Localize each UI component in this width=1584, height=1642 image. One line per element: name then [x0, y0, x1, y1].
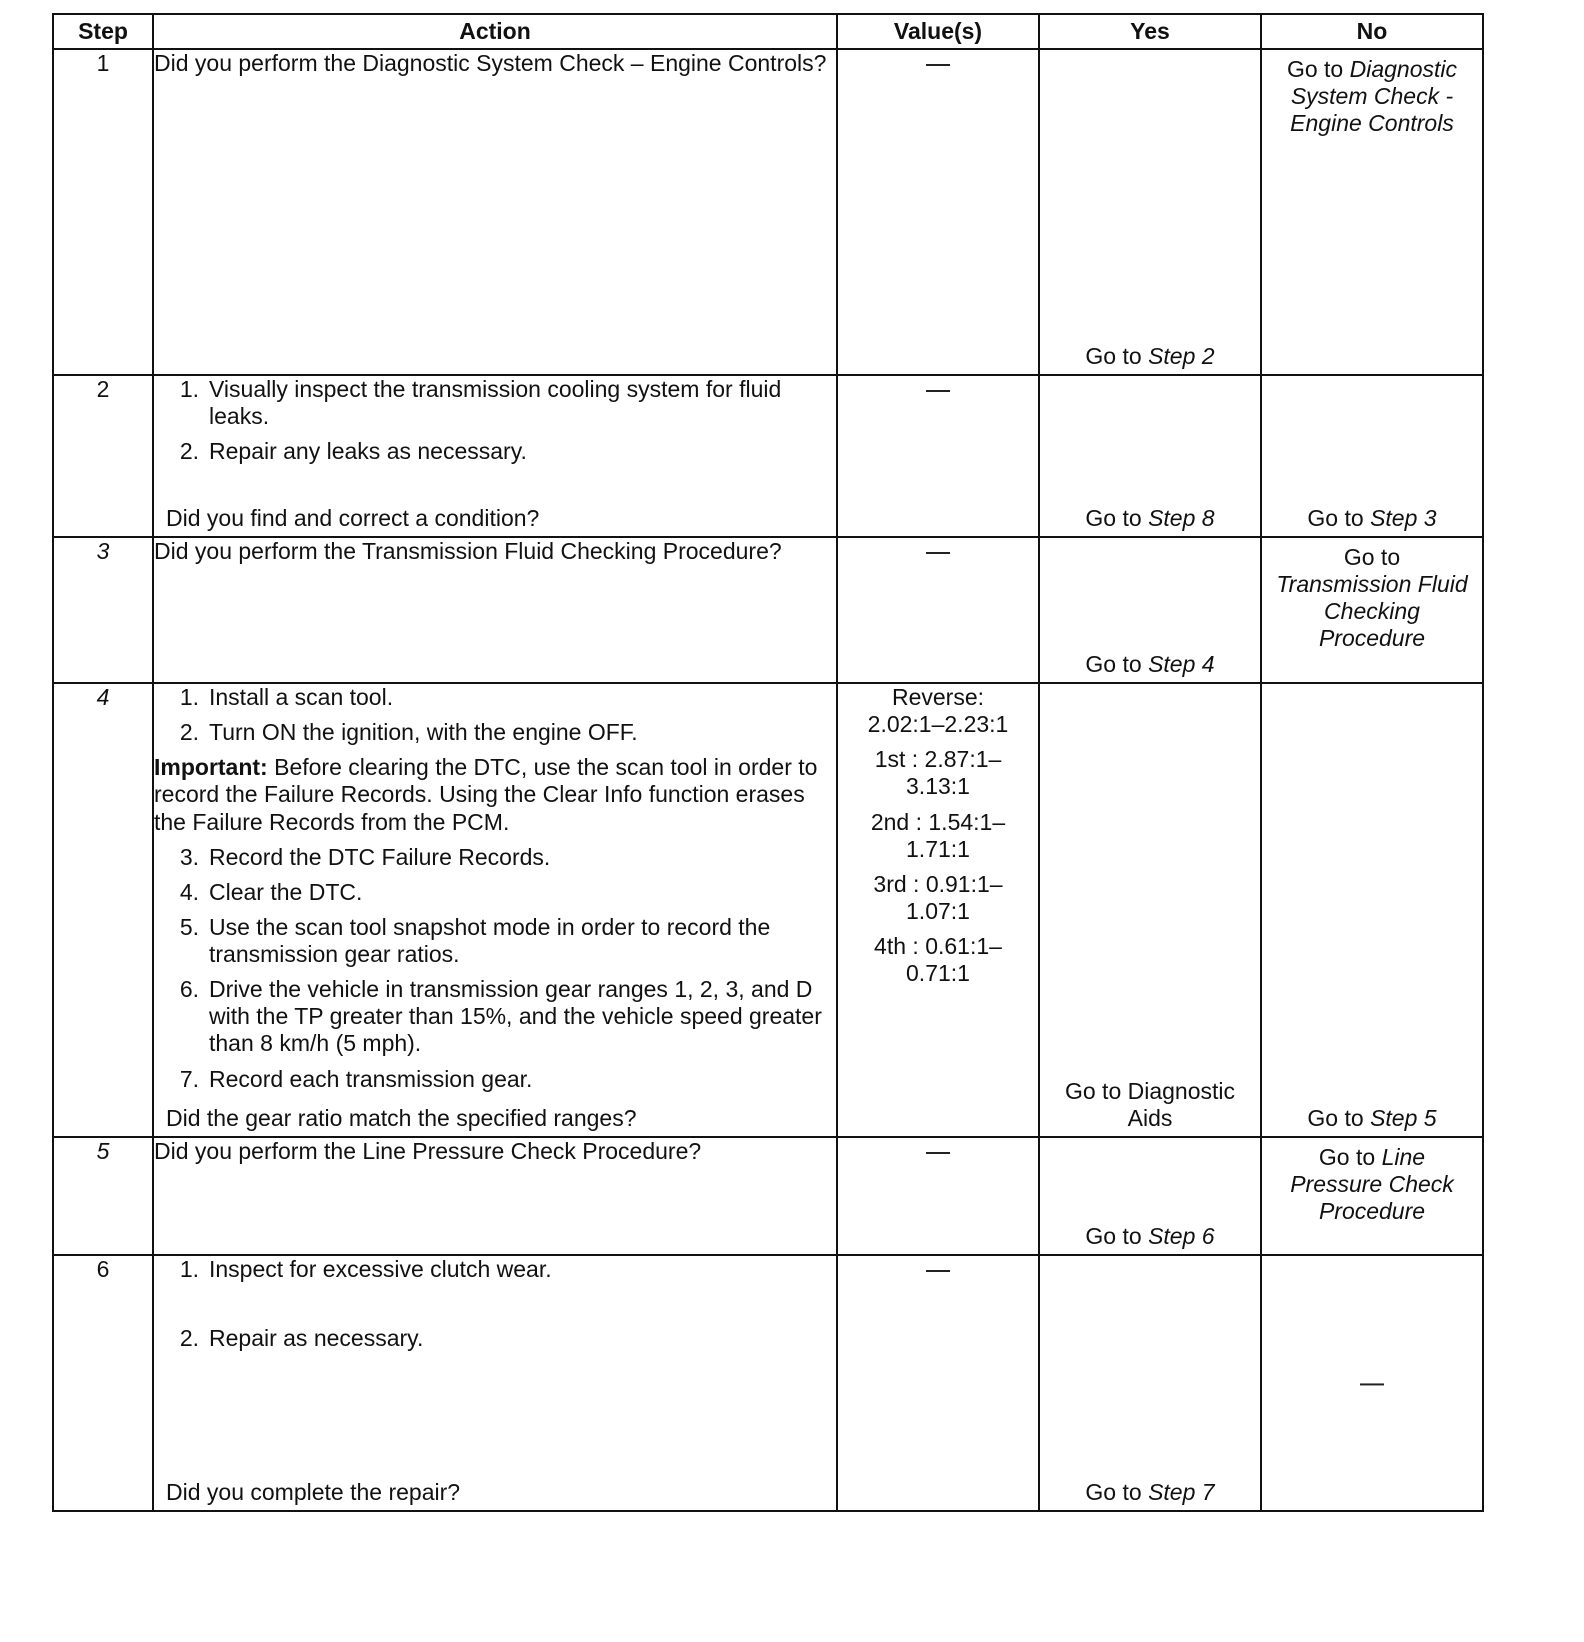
table-row [53, 375, 1483, 537]
no-cell [1261, 375, 1483, 537]
yes-cell [1039, 1255, 1261, 1511]
header-yes: Yes [1039, 14, 1261, 49]
yes-cell [1039, 683, 1261, 1137]
header-no: No [1261, 14, 1483, 49]
yes-cell [1039, 375, 1261, 537]
header-step: Step [53, 14, 153, 49]
question-text: Did you perform the Diagnostic System Check – Engine Controls? [154, 50, 827, 76]
action-cell [153, 537, 837, 683]
no-cell [1261, 1255, 1483, 1511]
important-note: Important: Before clearing the DTC, use the scan tool in order to record the Failure Records. Using the Clear Info function erases the Failure Records from the PCM. [154, 754, 818, 835]
list-item: 2. Repair any leaks as necessary. [179, 438, 527, 465]
action-cell [153, 49, 837, 375]
question-text: Did you find and correct a condition? [166, 504, 540, 531]
no-goto[interactable]: Go to Step 3 [1307, 504, 1437, 531]
no-goto[interactable]: Go to Line Pressure Check Procedure [1290, 1144, 1454, 1225]
list-item: 2. Turn ON the ignition, with the engine OFF. [179, 719, 638, 746]
yes-goto[interactable]: Go to Step 8 [1085, 504, 1215, 531]
step-number: 4 [53, 683, 153, 1137]
list-item: 2. Repair as necessary. [179, 1325, 424, 1352]
action-list [154, 684, 836, 746]
no-goto[interactable]: Go to Transmission Fluid Checking Procedure [1276, 544, 1468, 652]
value-2nd: 2nd : 1.54:1– 1.71:1 [870, 808, 1006, 862]
yes-goto[interactable]: Go to Step 2 [1085, 342, 1215, 369]
no-cell [1261, 683, 1483, 1137]
dash-mark [926, 552, 950, 554]
diagnostic-table [52, 13, 1484, 1512]
yes-cell [1039, 537, 1261, 683]
question-text: Did you perform the Transmission Fluid Checking Procedure? [154, 538, 782, 564]
yes-cell [1039, 49, 1261, 375]
action-cell [153, 683, 837, 1137]
dash-mark [926, 1270, 950, 1272]
yes-goto[interactable]: Go to Diagnostic Aids [1064, 1077, 1236, 1131]
dash-mark [1360, 1383, 1384, 1385]
action-list [154, 1256, 836, 1352]
action-list [154, 376, 836, 465]
list-item: 1. Install a scan tool. [179, 684, 394, 710]
header-action: Action [153, 14, 837, 49]
list-item: 1. Inspect for excessive clutch wear. [179, 1256, 552, 1282]
header-values: Value(s) [837, 14, 1039, 49]
yes-cell [1039, 1137, 1261, 1255]
value-cell [837, 1137, 1039, 1255]
gear-ratio-values [838, 684, 1038, 987]
action-list [154, 844, 836, 1093]
action-cell [153, 1137, 837, 1255]
list-item: 6. Drive the vehicle in transmission gear ranges 1, 2, 3, and D with the TP greater than 15%, and the vehicle speed greater than 8 km/h (5 mph). [179, 976, 822, 1057]
no-cell [1261, 1137, 1483, 1255]
value-cell [837, 1255, 1039, 1511]
value-reverse: Reverse: 2.02:1–2.23:1 [867, 684, 1009, 738]
value-cell [837, 537, 1039, 683]
header-row [53, 14, 1483, 49]
dash-mark [926, 390, 950, 392]
value-3rd: 3rd : 0.91:1– 1.07:1 [873, 870, 1003, 924]
list-item: 7. Record each transmission gear. [179, 1065, 533, 1092]
table-row [53, 49, 1483, 375]
step-number: 5 [53, 1137, 153, 1255]
question-text: Did the gear ratio match the specified ranges? [166, 1104, 637, 1131]
action-cell [153, 375, 837, 537]
no-goto[interactable]: Go to Step 5 [1307, 1104, 1437, 1131]
step-number: 2 [53, 375, 153, 537]
step-number: 3 [53, 537, 153, 683]
no-cell [1261, 537, 1483, 683]
step-number: 1 [53, 49, 153, 375]
dash-mark [926, 64, 950, 66]
action-cell [153, 1255, 837, 1511]
dash-mark [926, 1152, 950, 1154]
table-row [53, 1255, 1483, 1511]
table-row [53, 537, 1483, 683]
no-empty [1262, 1369, 1482, 1396]
table-row [53, 1137, 1483, 1255]
question-text: Did you complete the repair? [166, 1478, 461, 1505]
list-item: 1. Visually inspect the transmission cooling system for fluid leaks. [179, 376, 782, 430]
value-1st: 1st : 2.87:1– 3.13:1 [874, 746, 1002, 800]
value-cell [837, 375, 1039, 537]
list-item: 4. Clear the DTC. [179, 878, 363, 905]
yes-goto[interactable]: Go to Step 7 [1085, 1478, 1215, 1505]
no-goto[interactable]: Go to Diagnostic System Check - Engine Controls [1286, 56, 1458, 137]
list-item: 5. Use the scan tool snapshot mode in order to record the transmission gear ratios. [179, 913, 771, 967]
table-row [53, 683, 1483, 1137]
list-item: 3. Record the DTC Failure Records. [179, 843, 551, 870]
value-cell [837, 683, 1039, 1137]
question-text: Did you perform the Line Pressure Check Procedure? [154, 1138, 702, 1164]
value-cell [837, 49, 1039, 375]
value-4th: 4th : 0.61:1– 0.71:1 [874, 933, 1002, 987]
yes-goto[interactable]: Go to Step 6 [1085, 1222, 1215, 1249]
no-cell [1261, 49, 1483, 375]
yes-goto[interactable]: Go to Step 4 [1085, 650, 1215, 677]
step-number: 6 [53, 1255, 153, 1511]
